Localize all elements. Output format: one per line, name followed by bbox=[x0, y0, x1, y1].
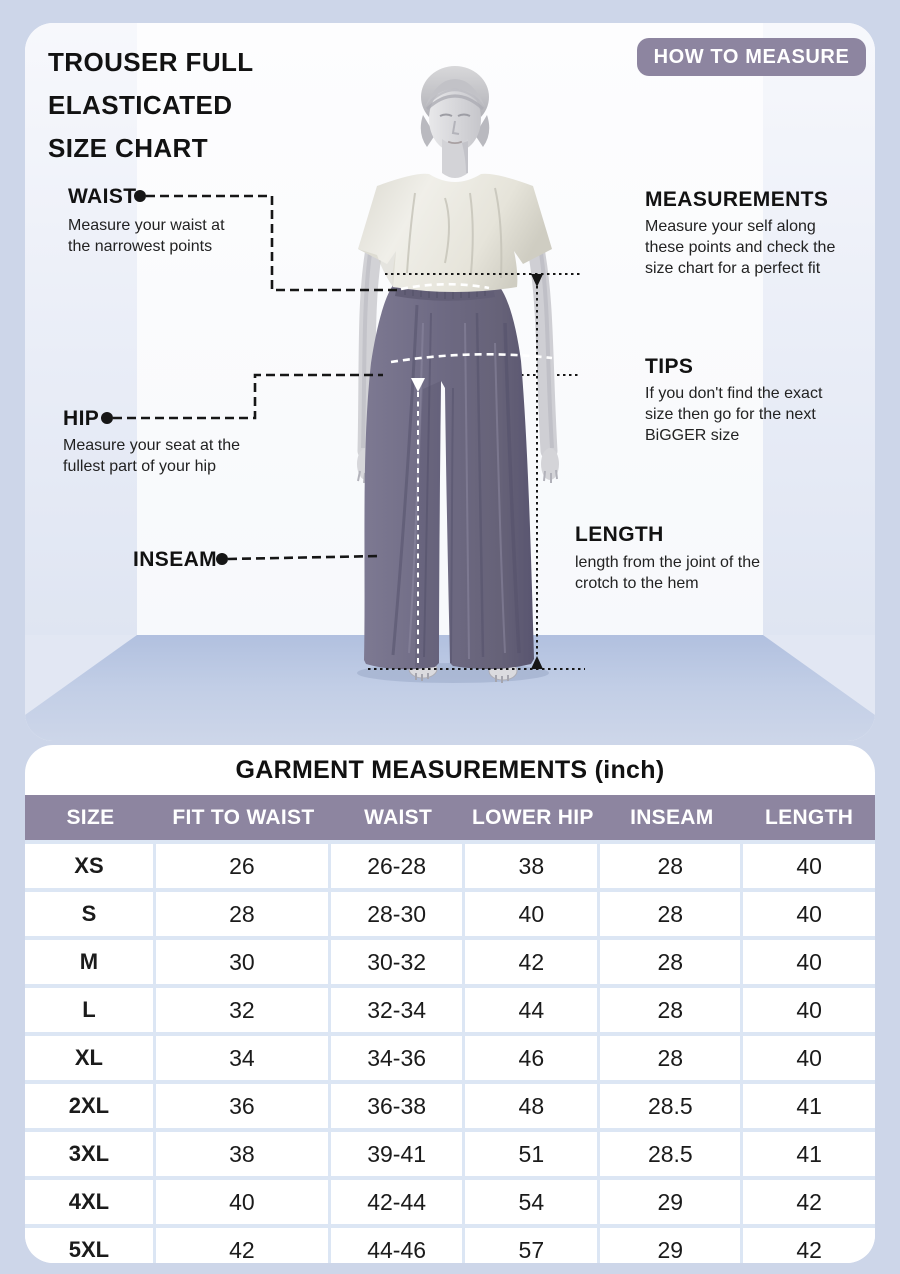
value-cell: 28 bbox=[600, 844, 743, 892]
value-cell: 48 bbox=[465, 1084, 600, 1132]
value-cell: 28-30 bbox=[331, 892, 465, 940]
table-row bbox=[25, 1036, 875, 1084]
value-cell: 40 bbox=[465, 892, 600, 940]
size-table bbox=[25, 795, 875, 1263]
value-cell: 29 bbox=[600, 1180, 743, 1228]
value-cell: 44 bbox=[465, 988, 600, 1036]
size-table-header-cell: LENGTH bbox=[743, 795, 875, 844]
value-cell: 41 bbox=[743, 1132, 875, 1180]
value-cell: 26-28 bbox=[331, 844, 465, 892]
size-table-header-cell: INSEAM bbox=[600, 795, 743, 844]
value-cell: 42 bbox=[465, 940, 600, 988]
value-cell: 46 bbox=[465, 1036, 600, 1084]
table-row bbox=[25, 988, 875, 1036]
value-cell: 39-41 bbox=[331, 1132, 465, 1180]
inseam-label: INSEAM bbox=[133, 548, 218, 571]
value-cell: 40 bbox=[743, 844, 875, 892]
value-cell: 40 bbox=[743, 940, 875, 988]
value-cell: 28.5 bbox=[600, 1132, 743, 1180]
value-cell: 42 bbox=[743, 1180, 875, 1228]
size-table-header-row bbox=[25, 795, 875, 844]
value-cell: 28 bbox=[600, 1036, 743, 1084]
value-cell: 36-38 bbox=[331, 1084, 465, 1132]
size-cell: M bbox=[25, 940, 156, 988]
size-chart-card bbox=[25, 745, 875, 1263]
value-cell: 30-32 bbox=[331, 940, 465, 988]
hip-bullet-icon bbox=[101, 412, 113, 424]
waist-description: Measure your waist at the narrowest points bbox=[68, 217, 225, 255]
measurements-description: Measure your self along these points and check the size chart for a perfect fit bbox=[645, 218, 836, 277]
inseam-connector-line bbox=[228, 556, 381, 559]
table-row bbox=[25, 1084, 875, 1132]
value-cell: 57 bbox=[465, 1228, 600, 1263]
size-cell: 5XL bbox=[25, 1228, 156, 1263]
value-cell: 36 bbox=[156, 1084, 331, 1132]
size-table-header-cell: FIT TO WAIST bbox=[156, 795, 331, 844]
value-cell: 28 bbox=[600, 940, 743, 988]
value-cell: 40 bbox=[743, 1036, 875, 1084]
size-table-header-cell: WAIST bbox=[331, 795, 465, 844]
value-cell: 42-44 bbox=[331, 1180, 465, 1228]
measurements-label: MEASUREMENTS bbox=[645, 188, 829, 211]
page-title bbox=[48, 41, 428, 170]
hip-description: Measure your seat at the fullest part of your hip bbox=[63, 437, 240, 475]
value-cell: 38 bbox=[465, 844, 600, 892]
value-cell: 30 bbox=[156, 940, 331, 988]
table-row bbox=[25, 892, 875, 940]
value-cell: 54 bbox=[465, 1180, 600, 1228]
size-cell: XL bbox=[25, 1036, 156, 1084]
value-cell: 26 bbox=[156, 844, 331, 892]
value-cell: 28.5 bbox=[600, 1084, 743, 1132]
value-cell: 34-36 bbox=[331, 1036, 465, 1084]
length-description: length from the joint of the crotch to the hem bbox=[575, 554, 760, 592]
value-cell: 41 bbox=[743, 1084, 875, 1132]
value-cell: 32 bbox=[156, 988, 331, 1036]
value-cell: 28 bbox=[600, 892, 743, 940]
value-cell: 42 bbox=[743, 1228, 875, 1263]
trousers bbox=[364, 280, 534, 669]
size-cell: S bbox=[25, 892, 156, 940]
length-label: LENGTH bbox=[575, 523, 664, 546]
value-cell: 38 bbox=[156, 1132, 331, 1180]
size-cell: 4XL bbox=[25, 1180, 156, 1228]
page-title-line1: TROUSER FULL ELASTICATED bbox=[48, 47, 254, 120]
size-cell: 3XL bbox=[25, 1132, 156, 1180]
value-cell: 28 bbox=[600, 988, 743, 1036]
hip-connector-line bbox=[113, 375, 383, 418]
value-cell: 34 bbox=[156, 1036, 331, 1084]
page-title-line2: SIZE CHART bbox=[48, 133, 208, 163]
size-table-head bbox=[25, 795, 875, 844]
value-cell: 29 bbox=[600, 1228, 743, 1263]
table-row bbox=[25, 940, 875, 988]
value-cell: 40 bbox=[743, 892, 875, 940]
size-table-header-cell: SIZE bbox=[25, 795, 156, 844]
measure-infographic-card bbox=[25, 23, 875, 741]
table-row bbox=[25, 1132, 875, 1180]
value-cell: 40 bbox=[743, 988, 875, 1036]
value-cell: 40 bbox=[156, 1180, 331, 1228]
waist-label: WAIST bbox=[68, 185, 137, 208]
table-row bbox=[25, 844, 875, 892]
value-cell: 44-46 bbox=[331, 1228, 465, 1263]
size-table-header-cell: LOWER HIP bbox=[465, 795, 600, 844]
tips-description: If you don't find the exact size then go for the next BiGGER size bbox=[645, 385, 823, 444]
table-row bbox=[25, 1228, 875, 1263]
size-cell: XS bbox=[25, 844, 156, 892]
value-cell: 28 bbox=[156, 892, 331, 940]
inseam-bullet-icon bbox=[216, 553, 228, 565]
table-row bbox=[25, 1180, 875, 1228]
how-to-measure-badge: HOW TO MEASURE bbox=[637, 38, 866, 76]
value-cell: 32-34 bbox=[331, 988, 465, 1036]
size-cell: 2XL bbox=[25, 1084, 156, 1132]
size-table-body bbox=[25, 844, 875, 1263]
value-cell: 51 bbox=[465, 1132, 600, 1180]
size-cell: L bbox=[25, 988, 156, 1036]
size-chart-title: GARMENT MEASUREMENTS (inch) bbox=[235, 755, 665, 784]
hip-label: HIP bbox=[63, 407, 100, 430]
value-cell: 42 bbox=[156, 1228, 331, 1263]
tips-label: TIPS bbox=[645, 355, 694, 378]
